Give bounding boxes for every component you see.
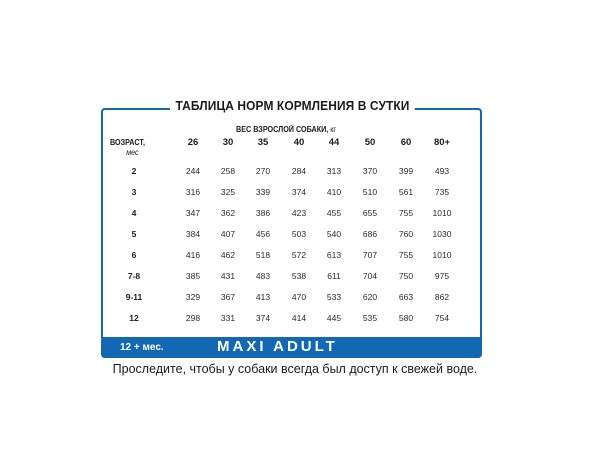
- table-cell: 704: [362, 271, 378, 281]
- table-cell: 470: [291, 292, 307, 302]
- age-header-label: ВОЗРАСТ,: [110, 138, 146, 147]
- table-cell: 493: [434, 166, 450, 176]
- table-cell: 313: [326, 166, 342, 176]
- table-cell: 298: [185, 313, 201, 323]
- table-cell: 244: [185, 166, 201, 176]
- table-cell: 533: [326, 292, 342, 302]
- water-note: Проследите, чтобы у собаки всегда был доступ к свежей воде.: [112, 362, 478, 376]
- table-cell: 1030: [432, 229, 452, 239]
- table-cell: 374: [255, 313, 271, 323]
- weight-header-unit: кг: [330, 125, 337, 134]
- row-age: 4: [131, 208, 137, 218]
- table-cell: 456: [255, 229, 271, 239]
- table-cell: 455: [326, 208, 342, 218]
- table-cell: 663: [398, 292, 414, 302]
- table-cell: 284: [291, 166, 307, 176]
- table-cell: 620: [362, 292, 378, 302]
- table-cell: 384: [185, 229, 201, 239]
- table-cell: 503: [291, 229, 307, 239]
- table-cell: 258: [220, 166, 236, 176]
- table-cell: 1010: [432, 208, 452, 218]
- row-age: 5: [131, 229, 137, 239]
- table-cell: 413: [255, 292, 271, 302]
- table-cell: 686: [362, 229, 378, 239]
- table-cell: 755: [398, 208, 414, 218]
- table-cell: 755: [398, 250, 414, 260]
- table-cell: 462: [220, 250, 236, 260]
- table-cell: 754: [434, 313, 450, 323]
- table-cell: 339: [255, 187, 271, 197]
- table-cell: 613: [326, 250, 342, 260]
- table-cell: 707: [362, 250, 378, 260]
- table-cell: 655: [362, 208, 378, 218]
- table-cell: 414: [291, 313, 307, 323]
- table-cell: 580: [398, 313, 414, 323]
- weight-column-header: 60: [400, 137, 412, 148]
- age-header-unit: мес: [126, 148, 139, 157]
- weight-header-label: ВЕС ВЗРОСЛОЙ СОБАКИ,: [236, 125, 329, 134]
- table-cell: 374: [291, 187, 307, 197]
- table-cell: 611: [327, 271, 341, 281]
- row-age: 6: [131, 250, 137, 260]
- weight-column-header: 26: [187, 137, 199, 148]
- table-cell: 535: [362, 313, 378, 323]
- table-cell: 362: [220, 208, 236, 218]
- table-cell: 270: [255, 166, 271, 176]
- table-cell: 416: [185, 250, 201, 260]
- table-cell: 329: [185, 292, 201, 302]
- weight-column-header: 30: [222, 137, 234, 148]
- table-cell: 386: [255, 208, 271, 218]
- table-cell: 407: [220, 229, 236, 239]
- table-cell: 325: [220, 187, 236, 197]
- table-cell: 483: [255, 271, 271, 281]
- table-cell: 518: [255, 250, 271, 260]
- product-name: MAXI ADULT: [217, 338, 338, 355]
- row-age: 7-8: [127, 271, 141, 281]
- weight-column-header: 44: [328, 137, 340, 148]
- age-header: [110, 138, 145, 158]
- band-age-label: 12 + мес.: [120, 342, 164, 353]
- table-cell: 431: [220, 271, 236, 281]
- row-age: 3: [131, 187, 137, 197]
- table-cell: 331: [220, 313, 236, 323]
- row-age: 2: [131, 166, 137, 176]
- table-cell: 316: [185, 187, 201, 197]
- table-cell: 410: [326, 187, 342, 197]
- table-cell: 445: [326, 313, 342, 323]
- weight-column-header: 80+: [433, 137, 451, 148]
- table-title: ТАБЛИЦА НОРМ КОРМЛЕНИЯ В СУТКИ: [170, 98, 415, 113]
- table-cell: 370: [362, 166, 378, 176]
- table-cell: 760: [398, 229, 414, 239]
- table-cell: 975: [434, 271, 450, 281]
- row-age: 9-11: [125, 292, 143, 302]
- table-cell: 1010: [432, 250, 452, 260]
- table-cell: 347: [185, 208, 201, 218]
- weight-header: [236, 125, 336, 134]
- weight-column-header: 35: [257, 137, 269, 148]
- row-age: 12: [129, 313, 139, 323]
- table-cell: 385: [185, 271, 201, 281]
- weight-column-header: 40: [293, 137, 305, 148]
- table-cell: 862: [434, 292, 450, 302]
- table-cell: 538: [291, 271, 307, 281]
- table-cell: 572: [291, 250, 307, 260]
- table-cell: 750: [398, 271, 414, 281]
- table-cell: 367: [220, 292, 236, 302]
- table-cell: 399: [398, 166, 414, 176]
- table-cell: 540: [326, 229, 342, 239]
- table-cell: 510: [362, 187, 378, 197]
- weight-column-header: 50: [364, 137, 376, 148]
- table-cell: 561: [398, 187, 414, 197]
- table-cell: 423: [291, 208, 307, 218]
- table-cell: 735: [434, 187, 450, 197]
